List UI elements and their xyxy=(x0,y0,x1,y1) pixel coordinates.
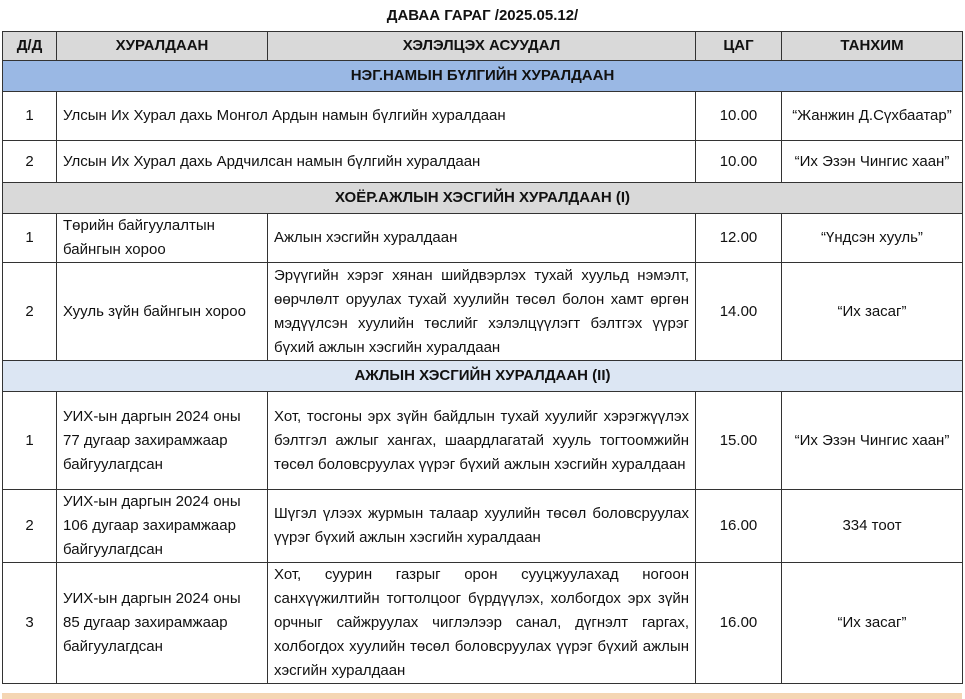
row-topic: Хот, суурин газрыг орон сууцжуулахад ногоон санхүүжилтийн тогтолцоог бүрдүүлэх, холбогдох эрх зүйн орчныг сайжруулах чиглэлээр санал, дүгнэлт гаргах, холбогдох хуулийн төсөл боловсруулах үүрэг бүхий ажлын хэсгийн хуралдаан xyxy=(268,563,696,684)
row-meeting: Хууль зүйн байнгын хороо xyxy=(57,263,268,361)
section-title: ХОЁР.АЖЛЫН ХЭСГИЙН ХУРАЛДААН (I) xyxy=(3,183,963,214)
row-topic: Шүгэл үлээх журмын талаар хуулийн төсөл боловсруулах үүрэг бүхий ажлын хэсгийн хуралдаан xyxy=(268,490,696,563)
header-meeting: ХУРАЛДААН xyxy=(57,32,268,61)
row-meeting: УИХ-ын даргын 2024 оны 77 дугаар захирамжаар байгуулагдсан xyxy=(57,392,268,490)
row-number: 1 xyxy=(3,214,57,263)
row-time: 10.00 xyxy=(696,141,782,183)
schedule-table xyxy=(2,31,963,684)
table-row xyxy=(3,563,963,684)
document-title: ДАВАА ГАРАГ /2025.05.12/ xyxy=(386,7,579,24)
table-row xyxy=(3,214,963,263)
row-number: 2 xyxy=(3,490,57,563)
row-time: 16.00 xyxy=(696,490,782,563)
row-number: 2 xyxy=(3,263,57,361)
row-time: 16.00 xyxy=(696,563,782,684)
table-row xyxy=(3,490,963,563)
row-room: 334 тоот xyxy=(782,490,963,563)
next-section-band xyxy=(2,693,962,699)
row-number: 1 xyxy=(3,92,57,141)
row-topic: Эрүүгийн хэрэг хянан шийдвэрлэх тухай хуульд нэмэлт, өөрчлөлт оруулах тухай хуулийн төсөл болон хамт өргөн мэдүүлсэн хуулийн төслийг хэлэлцүүлэгт бэлтгэх үүрэг бүхий ажлын хэсгийн хуралдаан xyxy=(268,263,696,361)
row-room: “Их засаг” xyxy=(782,563,963,684)
row-time: 15.00 xyxy=(696,392,782,490)
row-time: 14.00 xyxy=(696,263,782,361)
row-meeting-text: Улсын Их Хурал дахь Монгол Ардын намын бүлгийн хуралдаан xyxy=(57,92,696,141)
row-number: 3 xyxy=(3,563,57,684)
table-row xyxy=(3,141,963,183)
row-topic: Ажлын хэсгийн хуралдаан xyxy=(268,214,696,263)
table-row xyxy=(3,92,963,141)
row-number: 2 xyxy=(3,141,57,183)
row-meeting: УИХ-ын даргын 2024 оны 85 дугаар захирамжаар байгуулагдсан xyxy=(57,563,268,684)
section-row-working-groups-1 xyxy=(3,183,963,214)
row-room: “Их засаг” xyxy=(782,263,963,361)
table-row xyxy=(3,263,963,361)
row-number: 1 xyxy=(3,392,57,490)
row-time: 12.00 xyxy=(696,214,782,263)
row-topic: Хот, тосгоны эрх зүйн байдлын тухай хуулийг хэрэгжүүлэх бэлтгэл ажлыг хангах, шаардлагатай хууль тогтоомжийн төсөл боловсруулах үүрэг бүхий ажлын хэсгийн хуралдаан xyxy=(268,392,696,490)
row-room: “Жанжин Д.Сүхбаатар” xyxy=(782,92,963,141)
header-no: Д/Д xyxy=(3,32,57,61)
header-time: ЦАГ xyxy=(696,32,782,61)
table-row xyxy=(3,392,963,490)
row-room: “Их Эзэн Чингис хаан” xyxy=(782,141,963,183)
row-time: 10.00 xyxy=(696,92,782,141)
section-row-party-groups xyxy=(3,61,963,92)
row-room: “Их Эзэн Чингис хаан” xyxy=(782,392,963,490)
section-row-working-groups-2 xyxy=(3,361,963,392)
header-row xyxy=(3,32,963,61)
section-title: НЭГ.НАМЫН БҮЛГИЙН ХУРАЛДААН xyxy=(3,61,963,92)
row-meeting-text: Улсын Их Хурал дахь Ардчилсан намын бүлгийн хуралдаан xyxy=(57,141,696,183)
header-topic: ХЭЛЭЛЦЭХ АСУУДАЛ xyxy=(268,32,696,61)
row-meeting: Төрийн байгуулалтын байнгын хороо xyxy=(57,214,268,263)
section-title: АЖЛЫН ХЭСГИЙН ХУРАЛДААН (II) xyxy=(3,361,963,392)
row-meeting: УИХ-ын даргын 2024 оны 106 дугаар захирамжаар байгуулагдсан xyxy=(57,490,268,563)
row-room: “Үндсэн хууль” xyxy=(782,214,963,263)
header-room: ТАНХИМ xyxy=(782,32,963,61)
